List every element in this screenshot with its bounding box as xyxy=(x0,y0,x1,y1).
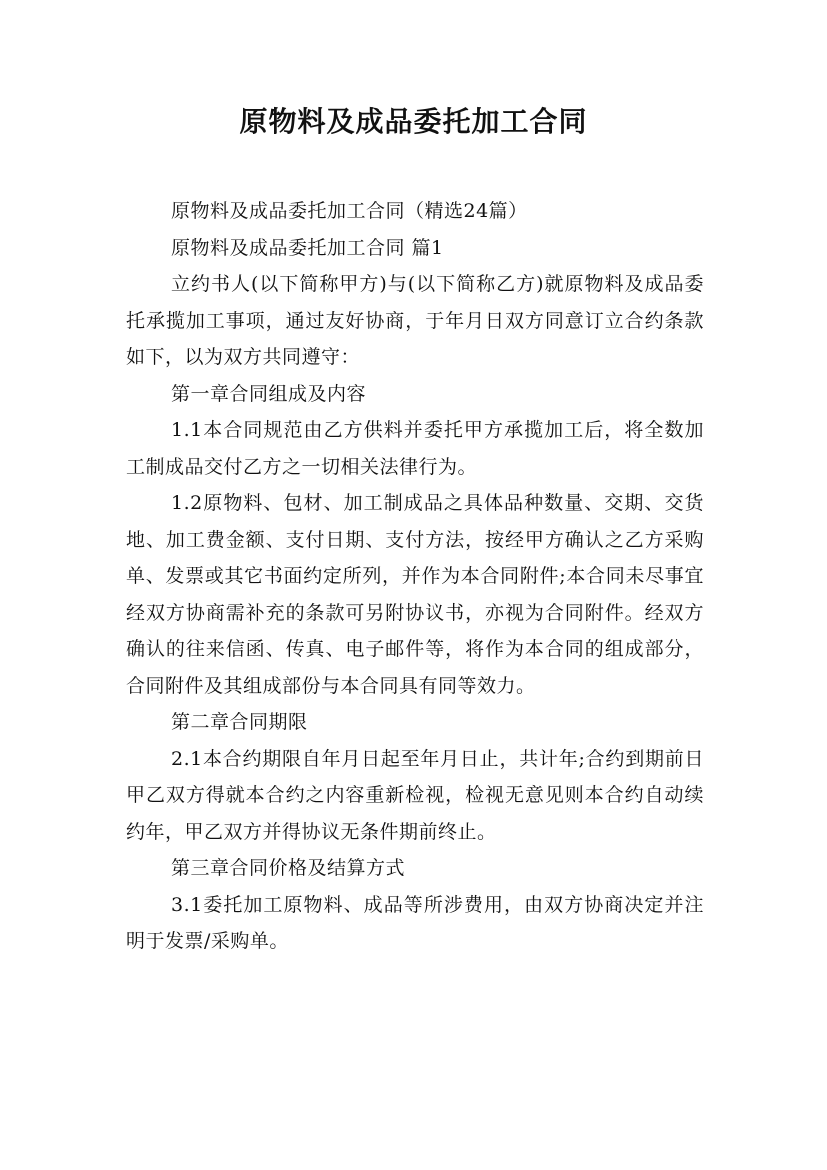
clause-3-1: 3.1委托加工原物料、成品等所涉费用，由双方协商决定并注明于发票/采购单。 xyxy=(126,893,704,952)
chapter-2-heading: 第二章合同期限 xyxy=(171,711,308,733)
paragraph-subtitle: 原物料及成品委托加工合同（精选24篇） xyxy=(171,200,528,222)
document-title: 原物料及成品委托加工合同 xyxy=(239,105,588,138)
chapter-1-heading: 第一章合同组成及内容 xyxy=(171,382,367,405)
clause-1-2: 1.2原物料、包材、加工制成品之具体品种数量、交期、交货地、加工费金额、支付日期、支付方法，按经甲方确认之乙方采购单、发票或其它书面约定所列，并作为本合同附件;本合同未尽事宜经双方协商需补充的条款可另附协议书，亦视为合同附件。经双方确认的往来信函、传真、电子邮件等，将作为本合同的组成部分，合同附件及其组成部份与本合同具有同等效力。 xyxy=(126,492,704,697)
paragraph-article-heading: 原物料及成品委托加工合同 篇1 xyxy=(171,236,444,259)
paragraph-preamble: 立约书人(以下简称甲方)与(以下简称乙方)就原物料及成品委托承揽加工事项，通过友好协商，于年月日双方同意订立合约条款如下，以为双方共同遵守： xyxy=(126,273,704,368)
chapter-3-heading: 第三章合同价格及结算方式 xyxy=(171,857,406,879)
clause-1-1: 1.1本合同规范由乙方供料并委托甲方承揽加工后，将全数加工制成品交付乙方之一切相关法律行为。 xyxy=(126,419,704,478)
document-body xyxy=(126,193,704,960)
clause-2-1: 2.1本合约期限自年月日起至年月日止，共计年;合约到期前日甲乙双方得就本合约之内容重新检视，检视无意见则本合约自动续约年，甲乙双方并得协议无条件期前终止。 xyxy=(126,747,704,843)
